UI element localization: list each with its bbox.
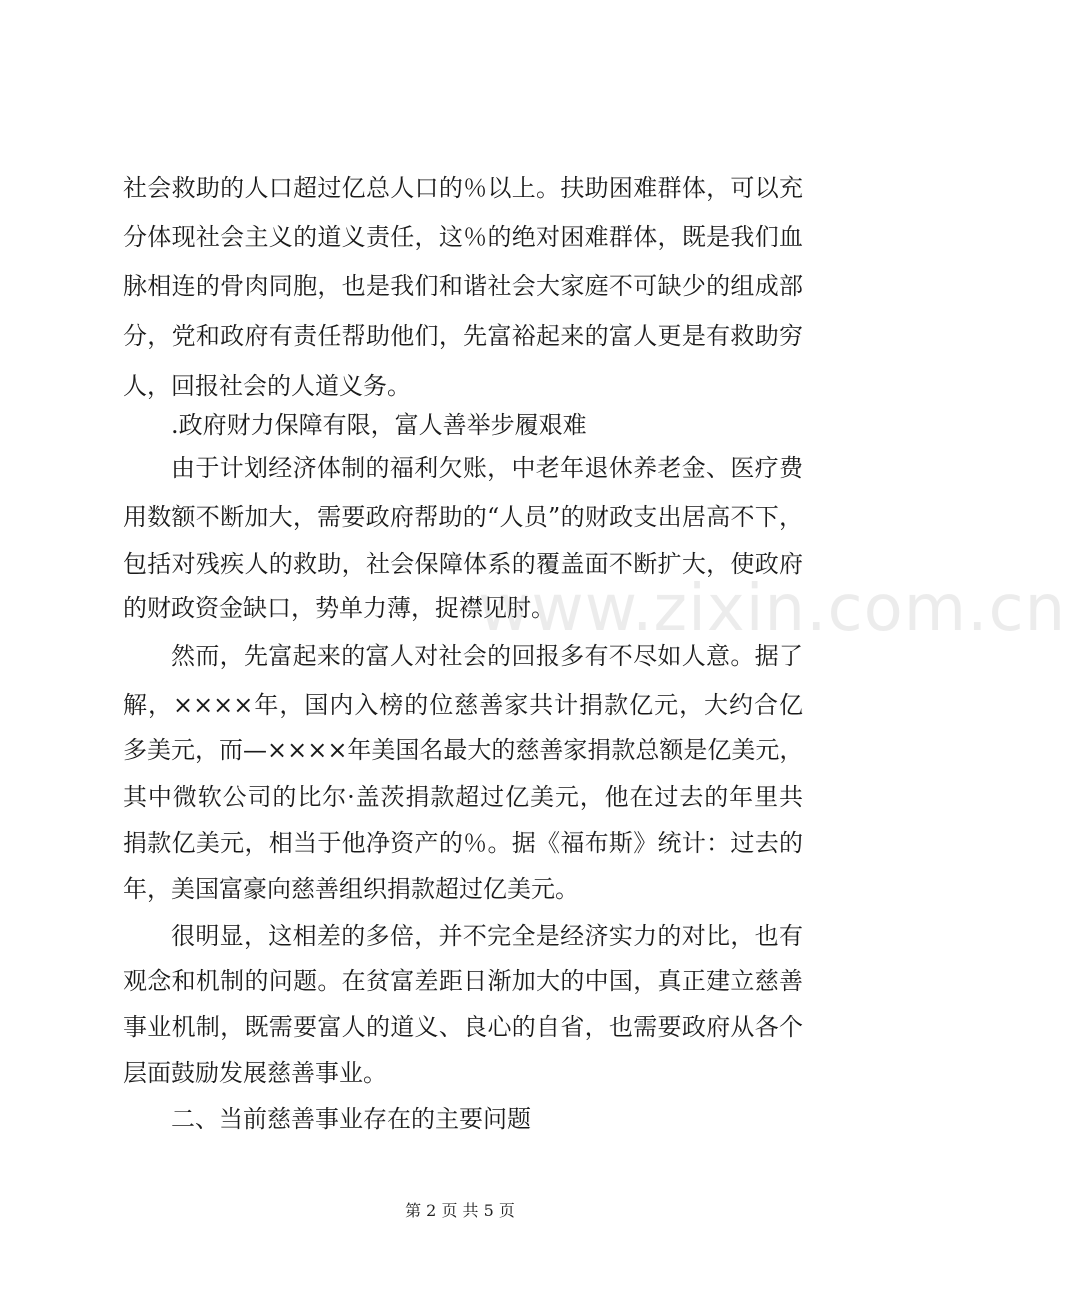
paragraph-line: 层面鼓励发展慈善事业。 [123,1059,387,1087]
watermark: www.zixin.com.cn [478,572,1066,646]
paragraph-line: 社会救助的人口超过亿总人口的％以上。扶助困难群体，可以充 [123,174,803,202]
paragraph-line: 年，美国富豪向慈善组织捐款超过亿美元。 [123,875,579,903]
paragraph-line: 其中微软公司的比尔·盖茨捐款超过亿美元，他在过去的年里共 [123,783,803,811]
paragraph-line: 由于计划经济体制的福利欠账，中老年退休养老金、医疗费 [171,454,803,482]
paragraph-line: 事业机制，既需要富人的道义、良心的自省，也需要政府从各个 [123,1013,803,1041]
paragraph-line: 的财政资金缺口，势单力薄，捉襟见肘。 [123,594,555,622]
paragraph-line: 很明显，这相差的多倍，并不完全是经济实力的对比，也有 [171,922,803,950]
paragraph-line: 然而，先富起来的富人对社会的回报多有不尽如人意。据了 [171,642,803,670]
paragraph-line: 包括对残疾人的救助，社会保障体系的覆盖面不断扩大，使政府 [123,550,803,578]
paragraph-line: 观念和机制的问题。在贫富差距日渐加大的中国，真正建立慈善 [123,967,803,995]
paragraph-line: 捐款亿美元，相当于他净资产的％。据《福布斯》统计：过去的 [123,829,803,857]
paragraph-line: 分，党和政府有责任帮助他们，先富裕起来的富人更是有救助穷 [123,322,803,350]
paragraph-line: 多美元，而—××××年美国名最大的慈善家捐款总额是亿美元， [123,736,804,764]
section-heading: 二、当前慈善事业存在的主要问题 [171,1105,531,1133]
paragraph-line: 解，××××年，国内入榜的位慈善家共计捐款亿元，大约合亿 [123,691,803,719]
paragraph-line: 人，回报社会的人道义务。 [123,372,411,400]
paragraph-line: 分体现社会主义的道义责任，这％的绝对困难群体，既是我们血 [123,223,803,251]
section-heading: .政府财力保障有限，富人善举步履艰难 [171,411,587,439]
page-footer: 第 2 页 共 5 页 [405,1201,515,1220]
paragraph-line: 脉相连的骨肉同胞，也是我们和谐社会大家庭不可缺少的组成部 [123,272,803,300]
paragraph-line: 用数额不断加大，需要政府帮助的“人员”的财政支出居高不下， [123,503,803,531]
